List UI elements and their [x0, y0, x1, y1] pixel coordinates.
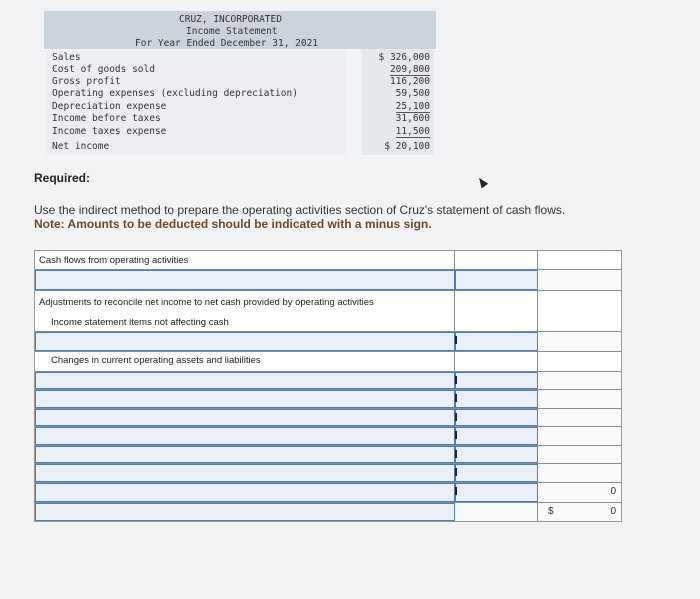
table-row	[35, 291, 621, 332]
table-row	[35, 332, 621, 352]
change-item-input-5[interactable]	[35, 446, 455, 463]
adjustments-label: Adjustments to reconcile net income to net cash provided by operating activities	[39, 297, 374, 308]
row-label: Cost of goods sold	[52, 64, 155, 75]
row-value: 11,500	[395, 126, 430, 137]
table-row	[35, 427, 621, 446]
row-label: Income before taxes	[52, 113, 161, 124]
income-statement	[44, 11, 436, 157]
total-value: 0	[610, 506, 616, 517]
adjustments-total-amount-input[interactable]	[455, 483, 538, 502]
statement-period: For Year Ended December 31, 2021	[135, 38, 319, 49]
statement-title: Income Statement	[186, 26, 278, 37]
noncash-items-label: Income statement items not affecting cash	[51, 317, 229, 328]
statement-values	[362, 49, 434, 155]
change-item-input-1[interactable]	[35, 372, 455, 389]
row-label: Depreciation expense	[52, 101, 167, 112]
table-row	[35, 483, 621, 503]
net-income-label-input[interactable]	[35, 270, 455, 290]
noncash-amount-input[interactable]	[455, 332, 538, 351]
table-row	[35, 270, 621, 291]
row-value: 59,500	[395, 88, 430, 99]
statement-labels	[46, 51, 346, 155]
change-item-input-2[interactable]	[35, 390, 455, 408]
table-row	[35, 251, 621, 270]
change-item-input-3[interactable]	[35, 409, 455, 426]
instruction-text: Use the indirect method to prepare the operating activities section of Cruz's statement of cash flows.	[34, 203, 566, 217]
row-value: $ 326,000	[378, 52, 430, 63]
row-label: Sales	[52, 52, 81, 63]
change-amount-input-1[interactable]	[455, 372, 538, 389]
change-amount-input-5[interactable]	[455, 446, 538, 463]
net-income-amount-input[interactable]	[455, 270, 538, 290]
table-row	[35, 464, 621, 483]
row-label: Gross profit	[52, 76, 121, 87]
total-currency: $	[548, 506, 554, 517]
section-title: Cash flows from operating activities	[39, 255, 189, 266]
cash-flow-table	[34, 250, 622, 522]
row-label: Operating expenses (excluding depreciation)	[52, 88, 298, 99]
change-item-input-4[interactable]	[35, 427, 455, 445]
adjustments-total-label-input[interactable]	[35, 483, 455, 502]
required-label: Required:	[34, 171, 91, 185]
row-value: $ 20,100	[384, 141, 430, 152]
note-text: Note: Amounts to be deducted should be indicated with a minus sign.	[34, 217, 432, 231]
table-row	[35, 409, 621, 427]
table-row	[35, 390, 621, 409]
change-item-input-6[interactable]	[35, 464, 455, 482]
row-value: 116,200	[389, 76, 430, 87]
change-amount-input-4[interactable]	[455, 427, 538, 445]
company-name: CRUZ, INCORPORATED	[179, 14, 282, 25]
row-label: Net income	[52, 141, 110, 152]
table-row	[35, 372, 621, 390]
row-value: 31,600	[395, 113, 430, 124]
change-amount-input-2[interactable]	[455, 390, 538, 408]
row-value: 25,100	[395, 101, 430, 112]
net-cash-label-input[interactable]	[35, 503, 455, 521]
mouse-cursor-icon	[476, 176, 488, 189]
noncash-item-input[interactable]	[35, 332, 455, 351]
table-row	[35, 446, 621, 464]
row-value: 209,800	[389, 64, 430, 75]
table-row	[35, 503, 621, 521]
subtotal-value: 0	[610, 486, 616, 497]
table-row	[35, 352, 621, 372]
row-label: Income taxes expense	[52, 126, 167, 137]
statement-header	[44, 11, 436, 49]
changes-label: Changes in current operating assets and liabilities	[51, 355, 261, 366]
change-amount-input-6[interactable]	[455, 464, 538, 482]
change-amount-input-3[interactable]	[455, 409, 538, 426]
